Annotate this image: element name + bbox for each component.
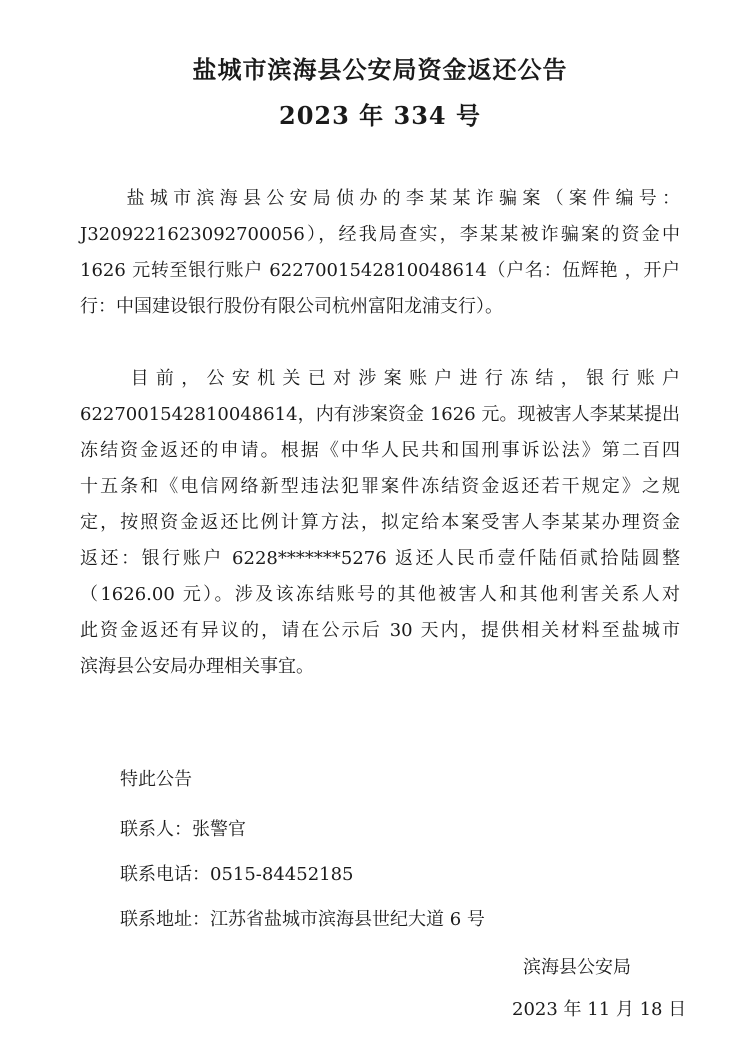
contact-address: 联系地址：江苏省盐城市滨海县世纪大道 6 号: [120, 909, 485, 930]
paragraph-line: J3209221623092700056），经我局查实，李某某被诈骗案的资金中: [80, 224, 680, 245]
closing-notice: 特此公告: [120, 769, 192, 790]
paragraph-line: 滨海县公安局办理相关事宜。: [80, 656, 314, 677]
paragraph-line: 定，按照资金返还比例计算方法，拟定给本案受害人李某某办理资金: [80, 512, 680, 533]
paragraph-line: 目前，公安机关已对涉案账户进行冻结，银行账户: [80, 368, 680, 389]
paragraph-refund-details: [80, 361, 680, 685]
paragraph-line: 冻结资金返还的申请。根据《中华人民共和国刑事诉讼法》第二百四: [80, 440, 680, 461]
paragraph-line: 6227001542810048614，内有涉案资金 1626 元。现被害人李某某提出: [80, 404, 680, 425]
contact-phone: 联系电话：0515-84452185: [120, 864, 354, 885]
paragraph-case-details: [80, 181, 680, 325]
paragraph-line: 行：中国建设银行股份有限公司杭州富阳龙浦支行）。: [80, 296, 503, 317]
issuing-organization: 滨海县公安局: [523, 957, 631, 978]
paragraph-line: 返还：银行账户 6228*******5276 返还人民币壹仟陆佰贰拾陆圆整: [80, 548, 680, 569]
issue-date: 2023 年 11 月 18 日: [512, 999, 687, 1020]
paragraph-line: 盐城市滨海县公安局侦办的李某某诈骗案（案件编号：: [80, 188, 680, 209]
document-title: 盐城市滨海县公安局资金返还公告: [192, 55, 568, 84]
paragraph-line: 十五条和《电信网络新型违法犯罪案件冻结资金返还若干规定》之规: [80, 476, 680, 497]
document-number: 2023 年 334 号: [279, 101, 481, 130]
paragraph-line: （1626.00 元）。涉及该冻结账号的其他被害人和其他利害关系人对: [80, 584, 680, 605]
paragraph-line: 1626 元转至银行账户 6227001542810048614（户名：伍辉艳 ，开户: [80, 260, 680, 281]
paragraph-line: 此资金返还有异议的，请在公示后 30 天内，提供相关材料至盐城市: [80, 620, 680, 641]
contact-person: 联系人：张警官: [120, 819, 246, 840]
